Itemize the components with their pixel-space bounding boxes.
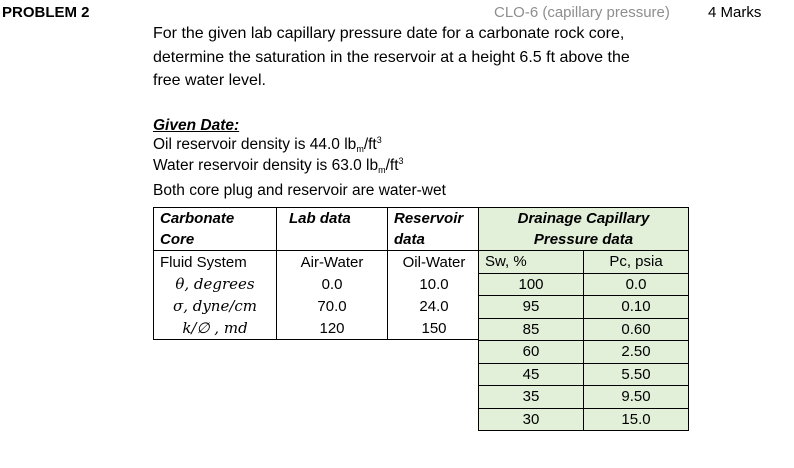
question-line-3: free water level. bbox=[153, 72, 266, 89]
pc-title-line-1: Drainage Capillary bbox=[517, 210, 650, 227]
pc-header: Pc, psia bbox=[584, 251, 689, 274]
table-row bbox=[479, 273, 689, 296]
reservoir-value: 24.0 bbox=[388, 295, 481, 317]
row-label: k/∅ , md bbox=[154, 317, 277, 340]
pc-value: 9.50 bbox=[584, 386, 689, 409]
problem-title: PROBLEM 2 bbox=[2, 4, 90, 21]
lab-value: 0.0 bbox=[277, 273, 388, 295]
sw-header: Sw, % bbox=[479, 251, 584, 274]
pc-value: 5.50 bbox=[584, 363, 689, 386]
sw-value: 85 bbox=[479, 318, 584, 341]
header-cell: Reservoir bbox=[388, 208, 481, 230]
table-row bbox=[479, 363, 689, 386]
table-row bbox=[479, 341, 689, 364]
lab-value: Air-Water bbox=[277, 251, 388, 274]
table-row bbox=[479, 386, 689, 409]
capillary-pressure-table bbox=[478, 207, 689, 431]
sw-value: 100 bbox=[479, 273, 584, 296]
sw-value: 30 bbox=[479, 408, 584, 431]
pc-value: 0.0 bbox=[584, 273, 689, 296]
pc-value: 0.60 bbox=[584, 318, 689, 341]
header-cell bbox=[277, 229, 388, 251]
header-cell: Core bbox=[154, 229, 277, 251]
oil-density-text: Oil reservoir density is 44.0 $lb_m/ft^3$ bbox=[153, 135, 382, 154]
lab-data-table bbox=[153, 207, 481, 340]
pc-value: 2.50 bbox=[584, 341, 689, 364]
lab-value: 70.0 bbox=[277, 295, 388, 317]
question-line-2: determine the saturation in the reservoir at a height 6.5 ft above the bbox=[153, 49, 630, 66]
table-row bbox=[479, 318, 689, 341]
row-label: σ, dyne/cm bbox=[154, 295, 277, 317]
header-cell: data bbox=[388, 229, 481, 251]
sw-value: 95 bbox=[479, 296, 584, 319]
question-line-1: For the given lab capillary pressure date for a carbonate rock core, bbox=[153, 25, 625, 42]
sw-value: 60 bbox=[479, 341, 584, 364]
wettability-text: Both core plug and reservoir are water-wet bbox=[153, 182, 446, 199]
table-row bbox=[154, 273, 481, 295]
pc-table-title-row bbox=[479, 208, 689, 251]
lab-value: 120 bbox=[277, 317, 388, 340]
reservoir-value: Oil-Water bbox=[388, 251, 481, 274]
reservoir-value: 10.0 bbox=[388, 273, 481, 295]
reservoir-value: 150 bbox=[388, 317, 481, 340]
header-cell: Carbonate bbox=[154, 208, 277, 230]
row-label: Fluid System bbox=[154, 251, 277, 274]
pc-table-title bbox=[479, 208, 689, 251]
marks-label: 4 Marks bbox=[708, 4, 762, 21]
pc-value: 0.10 bbox=[584, 296, 689, 319]
given-data-heading: Given Date: bbox=[153, 117, 240, 134]
row-label: θ, degrees bbox=[154, 273, 277, 295]
pc-value: 15.0 bbox=[584, 408, 689, 431]
sw-value: 45 bbox=[479, 363, 584, 386]
table-row bbox=[479, 296, 689, 319]
clo-label: CLO-6 (capillary pressure) bbox=[494, 4, 670, 21]
pc-title-line-2: Pressure data bbox=[533, 231, 634, 248]
table-row bbox=[154, 295, 481, 317]
table-row bbox=[154, 317, 481, 340]
table-row bbox=[479, 408, 689, 431]
header-cell: Lab data bbox=[277, 208, 388, 230]
table-row bbox=[154, 251, 481, 274]
pc-table-header-row bbox=[479, 251, 689, 274]
lab-table-header-row bbox=[154, 208, 481, 230]
sw-value: 35 bbox=[479, 386, 584, 409]
lab-table-header-row bbox=[154, 229, 481, 251]
water-density-text: Water reservoir density is 63.0 $lb_m/ft^3$ bbox=[153, 156, 404, 175]
